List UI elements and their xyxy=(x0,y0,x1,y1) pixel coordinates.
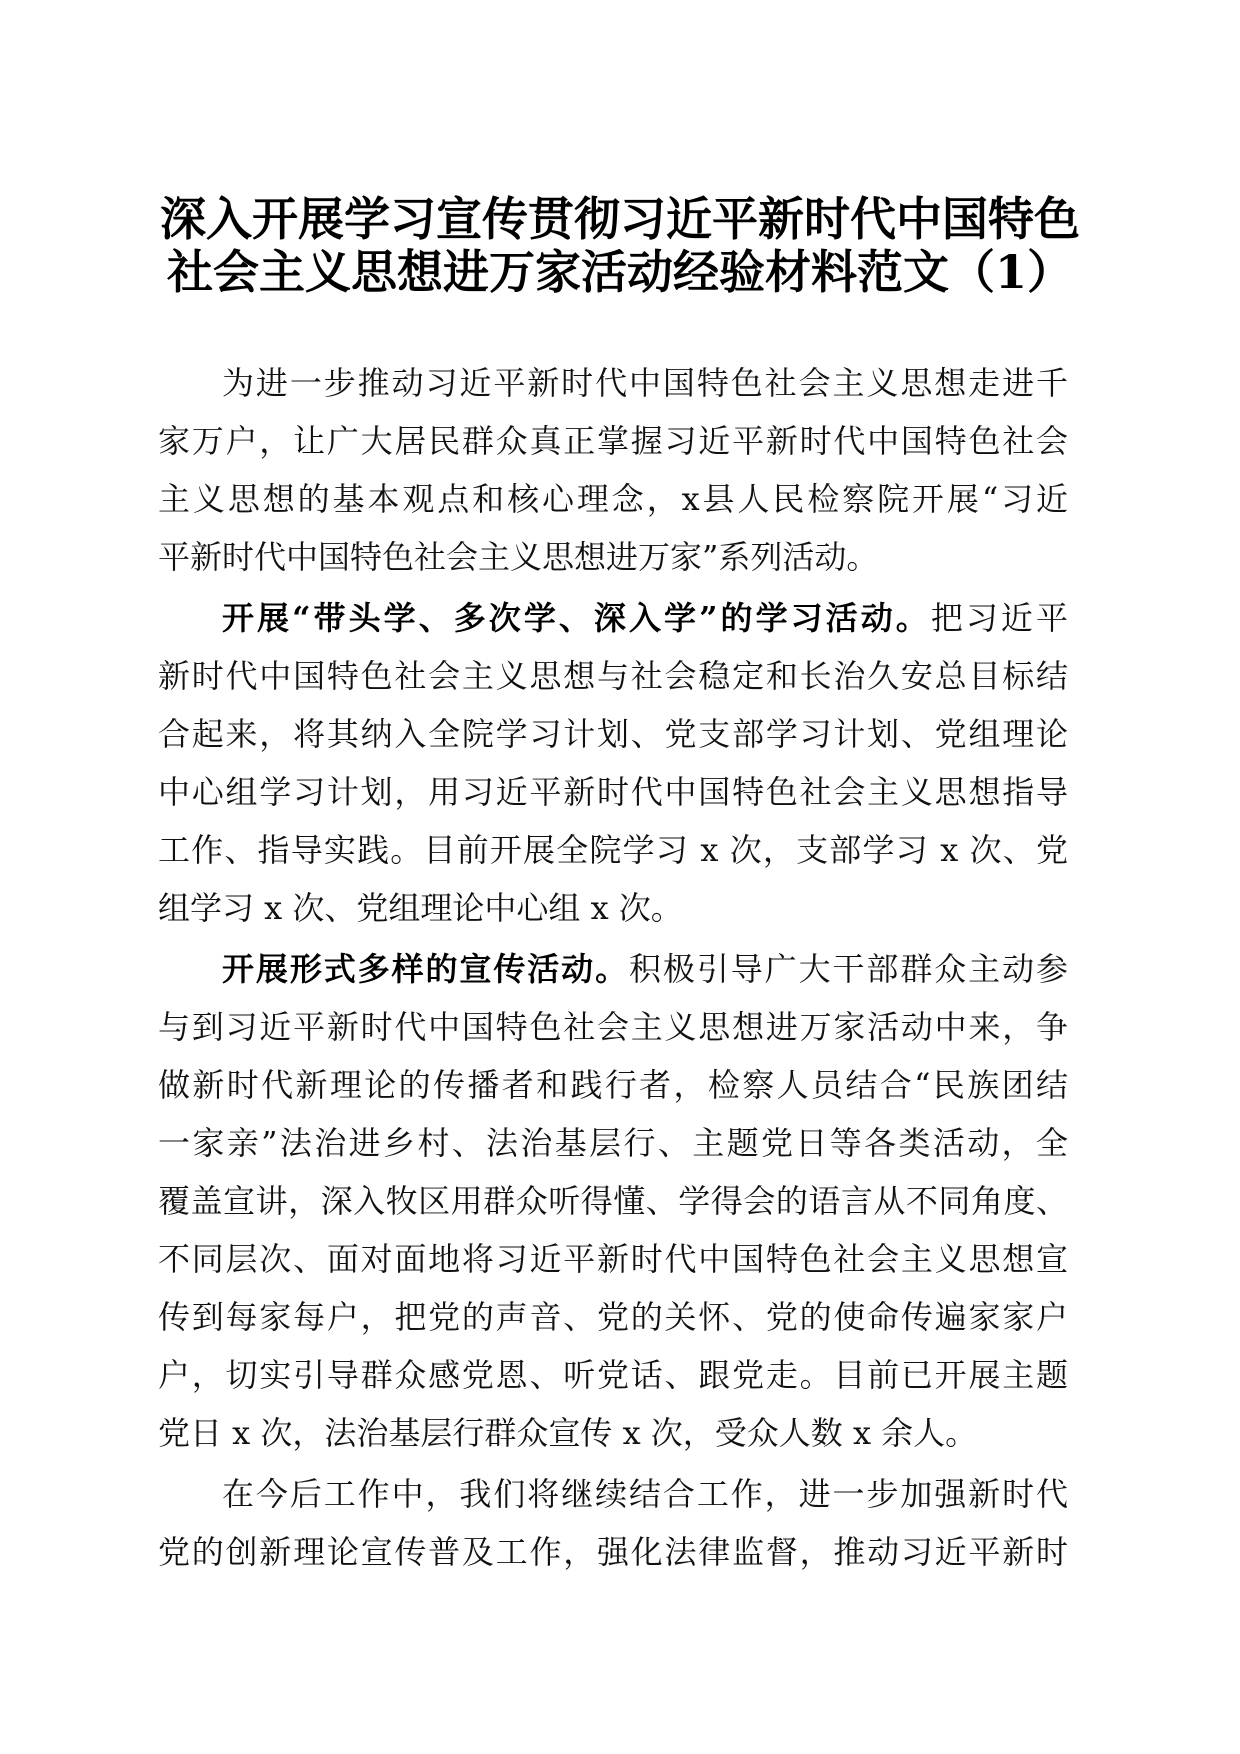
paragraph-study-activities xyxy=(158,589,1068,937)
document-body xyxy=(158,354,1068,1581)
paragraph-line xyxy=(158,589,1068,647)
paragraph-line: 户，切实引导群众感党恩、听党话、跟党走。目前已开展主题 xyxy=(158,1356,1068,1394)
paragraph-line-text: 积极引导广大干部群众主动参 xyxy=(629,950,1068,988)
paragraph-line: 工作、指导实践。目前开展全院学习 x 次，支部学习 x 次、党 xyxy=(158,831,1068,869)
paragraph-line: 不同层次、面对面地将习近平新时代中国特色社会主义思想宣 xyxy=(158,1240,1068,1278)
title-line: 深入开展学习宣传贯彻习近平新时代中国特色 xyxy=(160,192,1080,246)
paragraph-line: 家万户，让广大居民群众真正掌握习近平新时代中国特色社会 xyxy=(158,422,1068,460)
paragraph-lead-heading: 开展形式多样的宣传活动。 xyxy=(222,950,629,988)
paragraph-line: 新时代中国特色社会主义思想与社会稳定和长治久安总目标结 xyxy=(158,657,1068,695)
paragraph-line: 在今后工作中，我们将继续结合工作，进一步加强新时代 xyxy=(222,1475,1068,1513)
paragraph-line xyxy=(158,940,1068,998)
title-line: 社会主义思想进万家活动经验材料范文（1） xyxy=(166,245,1073,299)
paragraph-publicity-activities xyxy=(158,940,1068,1462)
paragraph-line: 组学习 x 次、党组理论中心组 x 次。 xyxy=(158,889,683,927)
paragraph-line: 传到每家每户，把党的声音、党的关怀、党的使命传遍家家户 xyxy=(158,1298,1068,1336)
document-title xyxy=(100,193,1140,299)
paragraph-line: 中心组学习计划，用习近平新时代中国特色社会主义思想指导 xyxy=(158,773,1068,811)
paragraph-line-text: 把习近平 xyxy=(930,599,1068,637)
paragraph-lead-heading: 开展“带头学、多次学、深入学”的学习活动。 xyxy=(222,599,931,637)
paragraph-line: 一家亲”法治进乡村、法治基层行、主题党日等各类活动，全 xyxy=(158,1124,1068,1162)
paragraph-line: 党的创新理论宣传普及工作，强化法律监督，推动习近平新时 xyxy=(158,1533,1068,1571)
paragraph-line: 合起来，将其纳入全院学习计划、党支部学习计划、党组理论 xyxy=(158,715,1068,753)
paragraph-line: 覆盖宣讲，深入牧区用群众听得懂、学得会的语言从不同角度、 xyxy=(158,1182,1068,1220)
paragraph-line: 党日 x 次，法治基层行群众宣传 x 次，受众人数 x 余人。 xyxy=(158,1414,978,1452)
paragraph-line: 为进一步推动习近平新时代中国特色社会主义思想走进千 xyxy=(222,364,1068,402)
paragraph-line: 与到习近平新时代中国特色社会主义思想进万家活动中来，争 xyxy=(158,1008,1068,1046)
paragraph-future-work xyxy=(158,1465,1068,1581)
paragraph-intro xyxy=(158,354,1068,586)
paragraph-line: 主义思想的基本观点和核心理念，x县人民检察院开展“习近 xyxy=(158,480,1068,518)
paragraph-line: 平新时代中国特色社会主义思想进万家”系列活动。 xyxy=(158,538,879,576)
paragraph-line: 做新时代新理论的传播者和践行者，检察人员结合“民族团结 xyxy=(158,1066,1068,1104)
